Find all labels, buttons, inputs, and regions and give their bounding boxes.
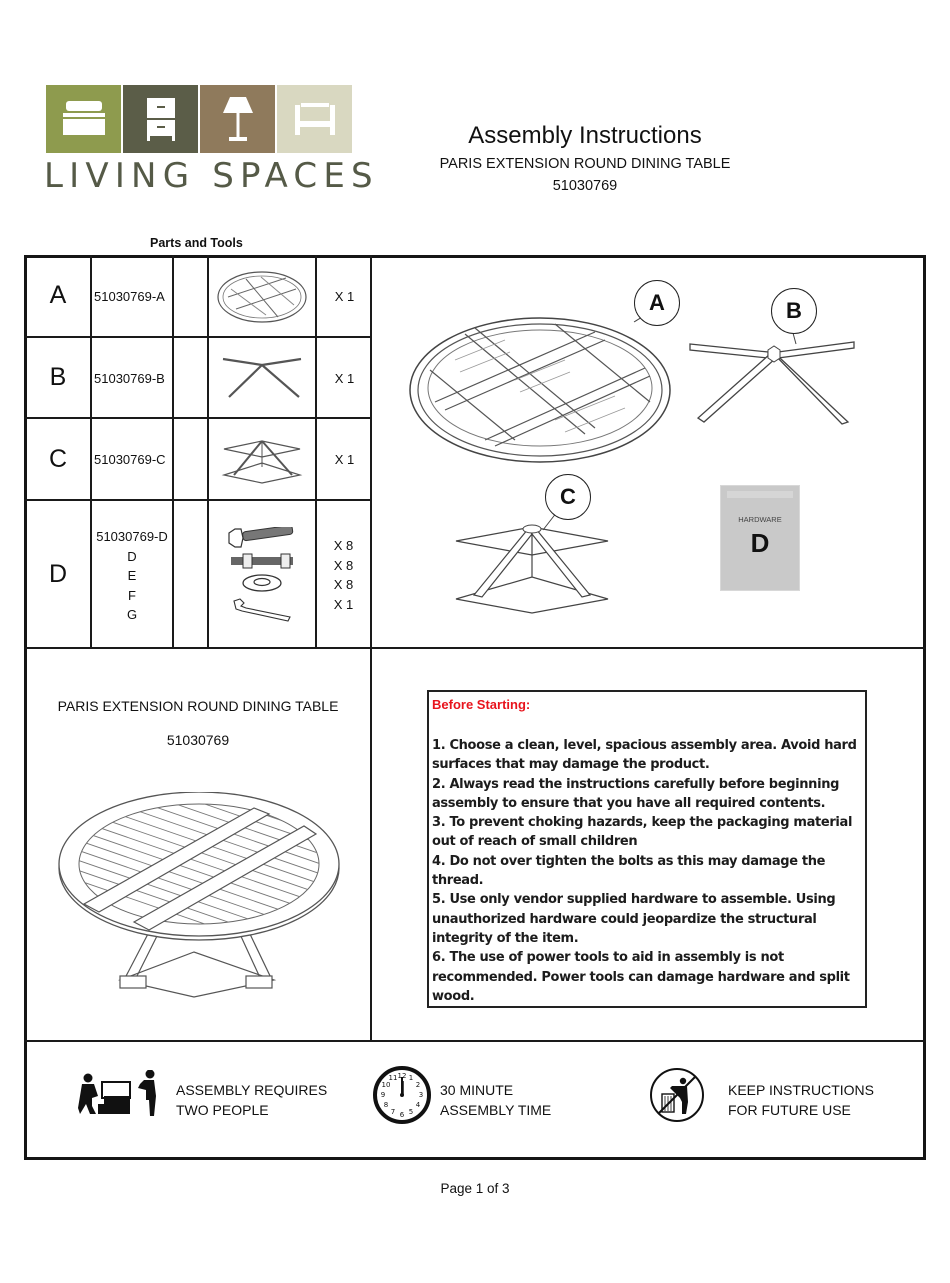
part-letter-c: C (48, 445, 68, 473)
keep-instructions-note: KEEP INSTRUCTIONS FOR FUTURE USE (728, 1082, 874, 1118)
product-panel-name: PARIS EXTENSION ROUND DINING TABLE (57, 698, 339, 714)
parts-and-tools-label: Parts and Tools (150, 236, 243, 250)
part-qty-c: X 1 (334, 452, 355, 467)
svg-text:12: 12 (397, 1072, 407, 1080)
cross-support-illustration (688, 336, 858, 431)
part-qty-b: X 1 (334, 371, 355, 386)
lamp-icon (200, 85, 275, 153)
qty-d: X 8 (333, 538, 354, 553)
logo-tiles (46, 85, 353, 153)
part-letter-a: A (49, 281, 67, 309)
divider (24, 647, 926, 649)
svg-text:9: 9 (380, 1091, 386, 1099)
assembled-table-illustration (54, 792, 344, 1007)
nightstand-icon (123, 85, 198, 153)
hardware-images (209, 502, 315, 647)
sub-code-f: F (128, 587, 136, 603)
tabletop-illustration (405, 310, 675, 475)
tabletop-icon (209, 258, 315, 336)
part-code-a: 51030769-A (94, 289, 165, 304)
assembly-time-note: 30 MINUTE ASSEMBLY TIME (440, 1082, 552, 1118)
product-name: PARIS EXTENSION ROUND DINING TABLE (439, 156, 731, 172)
hardware-bag-image (720, 485, 800, 591)
svg-text:3: 3 (418, 1091, 424, 1099)
qty-f: X 8 (333, 577, 354, 592)
wrench-icon (230, 597, 294, 623)
part-qty-a: X 1 (334, 289, 355, 304)
sub-code-e: E (127, 568, 137, 583)
svg-text:5: 5 (408, 1108, 414, 1116)
part-code-c: 51030769-C (94, 452, 166, 467)
instruction-item: 3. To prevent choking hazards, keep the packaging material out of reach of small children (432, 815, 853, 850)
washer-icon (240, 573, 284, 593)
callout-c: C (545, 474, 591, 520)
hardware-bag-letter: D (750, 528, 770, 558)
before-starting-box (427, 690, 867, 1008)
instruction-item: 6. The use of power tools to aid in assembly is not recommended. Power tools can damage hardware and split wood. (432, 950, 850, 1004)
svg-text:8: 8 (383, 1101, 389, 1109)
sub-code-g: G (126, 607, 138, 622)
sub-code-d: D (127, 548, 137, 564)
keep-instructions-icon (648, 1066, 706, 1129)
bolt-icon (227, 527, 297, 549)
cross-support-icon (209, 339, 315, 417)
clock-icon (372, 1065, 432, 1130)
divider (24, 417, 372, 419)
product-number: 51030769 (552, 178, 618, 194)
part-code-d: 51030769-D (96, 529, 168, 544)
pedestal-illustration (452, 515, 612, 620)
two-people-icon (78, 1070, 160, 1123)
callout-a: A (634, 280, 680, 326)
product-panel-number: 51030769 (166, 732, 230, 748)
svg-text:1: 1 (408, 1074, 414, 1082)
svg-text:7: 7 (390, 1108, 396, 1116)
instruction-item: 1. Choose a clean, level, spacious assembly area. Avoid hard surfaces that may damage the product. (432, 738, 857, 773)
page-number: Page 1 of 3 (440, 1181, 510, 1196)
logo-wordmark: LIVING SPACES (44, 156, 379, 196)
instruction-item: 4. Do not over tighten the bolts as this may damage the thread. (432, 853, 826, 889)
svg-text:6: 6 (399, 1111, 405, 1119)
part-letter-b: B (49, 363, 67, 391)
bed-icon (46, 85, 121, 153)
divider (24, 1040, 926, 1042)
instruction-item: 2. Always read the instructions carefully before beginning assembly to ensure that you have all required contents. (432, 776, 840, 811)
before-starting-list (432, 736, 864, 1006)
divider (24, 336, 372, 338)
part-qtys-d (316, 536, 371, 614)
part-letter-d: D (48, 560, 68, 588)
qty-g: X 1 (333, 596, 354, 612)
svg-text:2: 2 (415, 1081, 421, 1089)
svg-text:4: 4 (415, 1101, 421, 1109)
svg-text:10: 10 (381, 1081, 391, 1089)
pedestal-base-icon (209, 420, 315, 499)
qty-e: X 8 (333, 557, 354, 573)
part-codes-d (91, 527, 173, 625)
sofa-icon (277, 85, 352, 153)
instruction-item: 5. Use only vendor supplied hardware to assemble. Using unauthorized hardware could jeopardize the structural integrity of the item. (432, 892, 836, 946)
hardware-bag-label: HARDWARE (738, 515, 782, 524)
part-code-b: 51030769-B (94, 371, 165, 386)
divider (24, 499, 372, 501)
threaded-rod-icon (229, 553, 295, 569)
before-starting-heading: Before Starting: (432, 697, 531, 712)
two-people-note: ASSEMBLY REQUIRES TWO PEOPLE (176, 1082, 328, 1118)
page-title: Assembly Instructions (468, 122, 702, 149)
callout-b: B (771, 288, 817, 334)
svg-text:11: 11 (388, 1074, 398, 1082)
